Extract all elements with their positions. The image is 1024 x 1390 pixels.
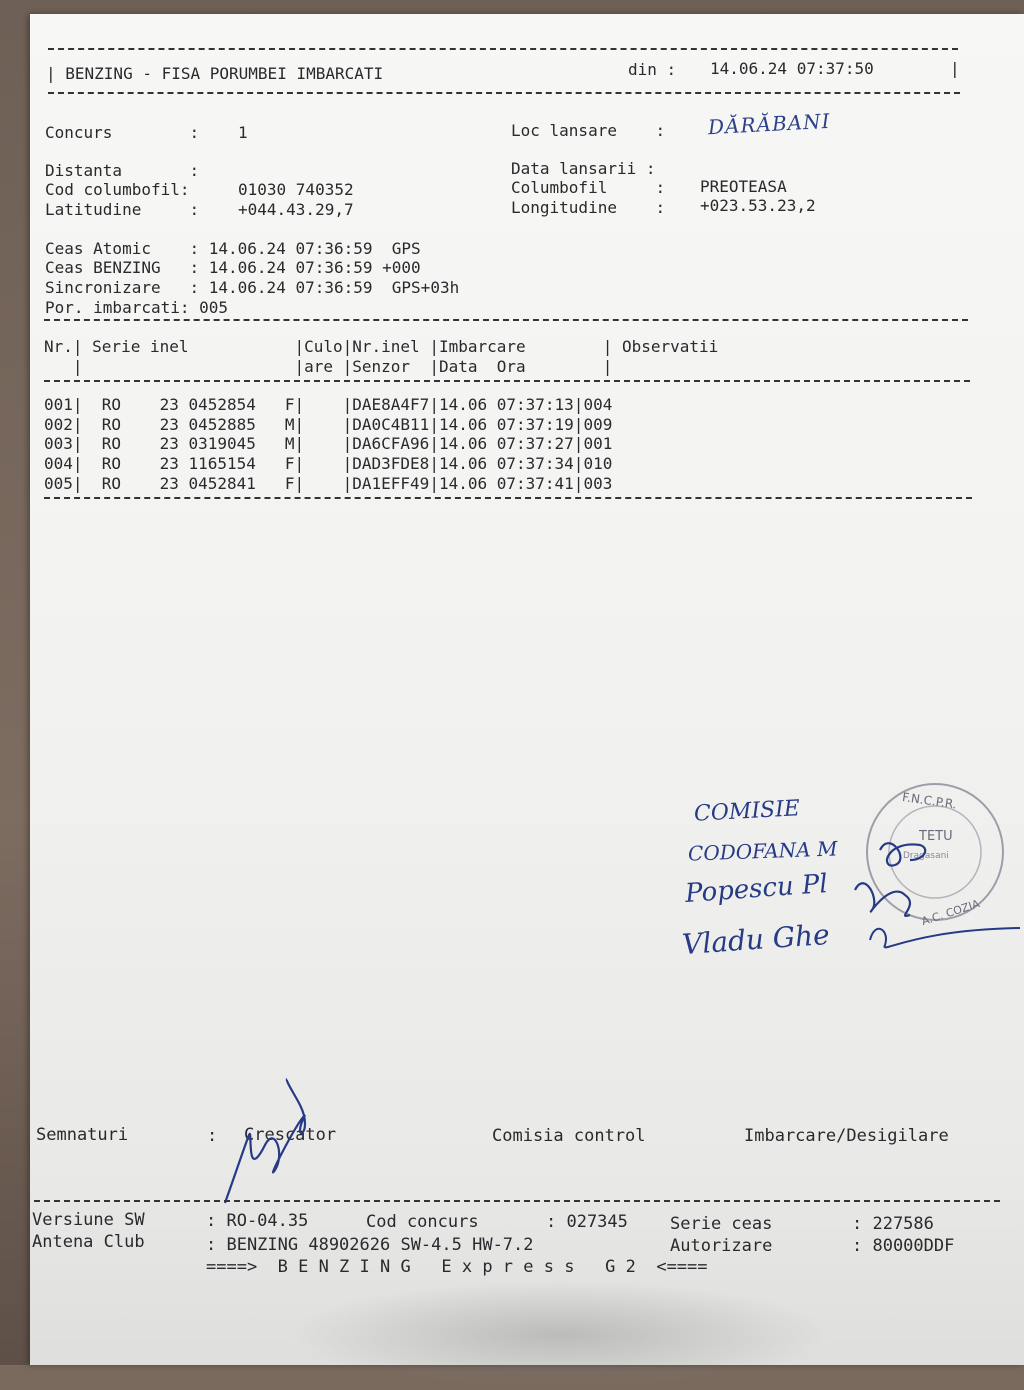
imbarcare-desigilare-label: Imbarcare/Desigilare [744,1126,949,1146]
crescator-signature [215,1075,325,1210]
latitudine-label: Latitudine : [45,200,200,219]
benzing-brand-line: ====> B E N Z I N G E x p r e s s G 2 <==== [206,1257,708,1277]
handwritten-name-1: CODOFANA M [687,836,838,866]
ceas-atomic-line: Ceas Atomic : 14.06.24 07:36:59 GPS [45,239,421,258]
data-lansarii-label: Data lansarii : [511,159,656,178]
divider [48,92,960,94]
sincronizare-line: Sincronizare : 14.06.24 07:36:59 GPS+03h [45,278,460,297]
serie-ceas-value: : 227586 [852,1214,934,1234]
table-header-row-2: | |are |Senzor |Data Ora | [44,357,613,376]
loc-lansare-handwritten: DĂRĂBANI [707,108,832,140]
date-label: din : [628,60,677,79]
crescator-label: Crescator [244,1125,337,1145]
table-row: 001| RO 23 0452854 F| |DAE8A4F7|14.06 07:37:13|004 [44,395,613,414]
divider [44,497,972,499]
divider [34,1200,1000,1202]
handwritten-comisie: COMISIE [693,796,801,827]
concurs-label: Concurs : [45,123,200,142]
longitudine-label: Longitudine : [511,198,666,217]
autorizare-value: : 80000DDF [852,1236,955,1256]
handwritten-name-3: Vladu Ghe [681,917,831,962]
columbofil-value: PREOTEASA [700,177,787,196]
divider [44,319,968,321]
stamp-mid-text: TETU [919,829,953,844]
porumbei-imbarcati-line: Por. imbarcati: 005 [45,298,229,317]
concurs-value: 1 [238,123,248,142]
document-title: | BENZING - FISA PORUMBEI IMBARCATI [46,64,384,83]
antena-club-label: Antena Club [32,1232,145,1252]
table-row: 003| RO 23 0319045 M| |DA6CFA96|14.06 07:37:27|001 [44,434,613,453]
autorizare-label: Autorizare [670,1236,773,1256]
ceas-benzing-line: Ceas BENZING : 14.06.24 07:36:59 +000 [45,258,421,277]
cod-concurs-value: : 027345 [546,1212,628,1232]
serie-ceas-label: Serie ceas [670,1214,773,1234]
table-row: 004| RO 23 1165154 F| |DAD3FDE8|14.06 07:37:34|010 [44,454,613,473]
distanta-label: Distanta : [45,161,200,180]
commission-signatures [850,820,1024,960]
comisia-control-label: Comisia control [492,1126,646,1146]
header-bar: | [950,59,960,78]
latitudine-value: +044.43.29,7 [238,200,354,219]
antena-club-value: : BENZING 48902626 SW-4.5 HW-7.2 [206,1235,534,1255]
longitudine-value: +023.53.23,2 [700,196,816,215]
cod-columbofil-value: 01030 740352 [238,180,354,199]
stamp-bottom-text: A.C. COZIA [919,897,982,929]
cod-concurs-label: Cod concurs [366,1212,479,1232]
table-header-row-1: Nr.| Serie inel |Culo|Nr.inel |Imbarcare | Observatii [44,337,719,356]
table-row: 005| RO 23 0452841 F| |DA1EFF49|14.06 07:37:41|003 [44,474,613,493]
loc-lansare-label: Loc lansare : [511,121,666,140]
stamp-small-text: Dragasani [903,851,949,861]
stamp-top-text: F.N.C.P.R. [901,789,958,812]
handwritten-name-2: Popescu Pl [684,869,829,909]
cod-columbofil-label: Cod columbofil: [45,180,190,199]
table-row: 002| RO 23 0452885 M| |DA0C4B11|14.06 07:37:19|009 [44,415,613,434]
semnaturi-colon: : [207,1126,218,1146]
phone-shadow [290,1280,830,1390]
columbofil-label: Columbofil : [511,178,666,197]
versiune-sw-value: : RO-04.35 [206,1211,309,1231]
divider [48,48,958,50]
print-datetime: 14.06.24 07:37:50 [710,59,874,78]
versiune-sw-label: Versiune SW [32,1210,145,1230]
semnaturi-label: Semnaturi [36,1125,129,1145]
divider [44,380,970,382]
